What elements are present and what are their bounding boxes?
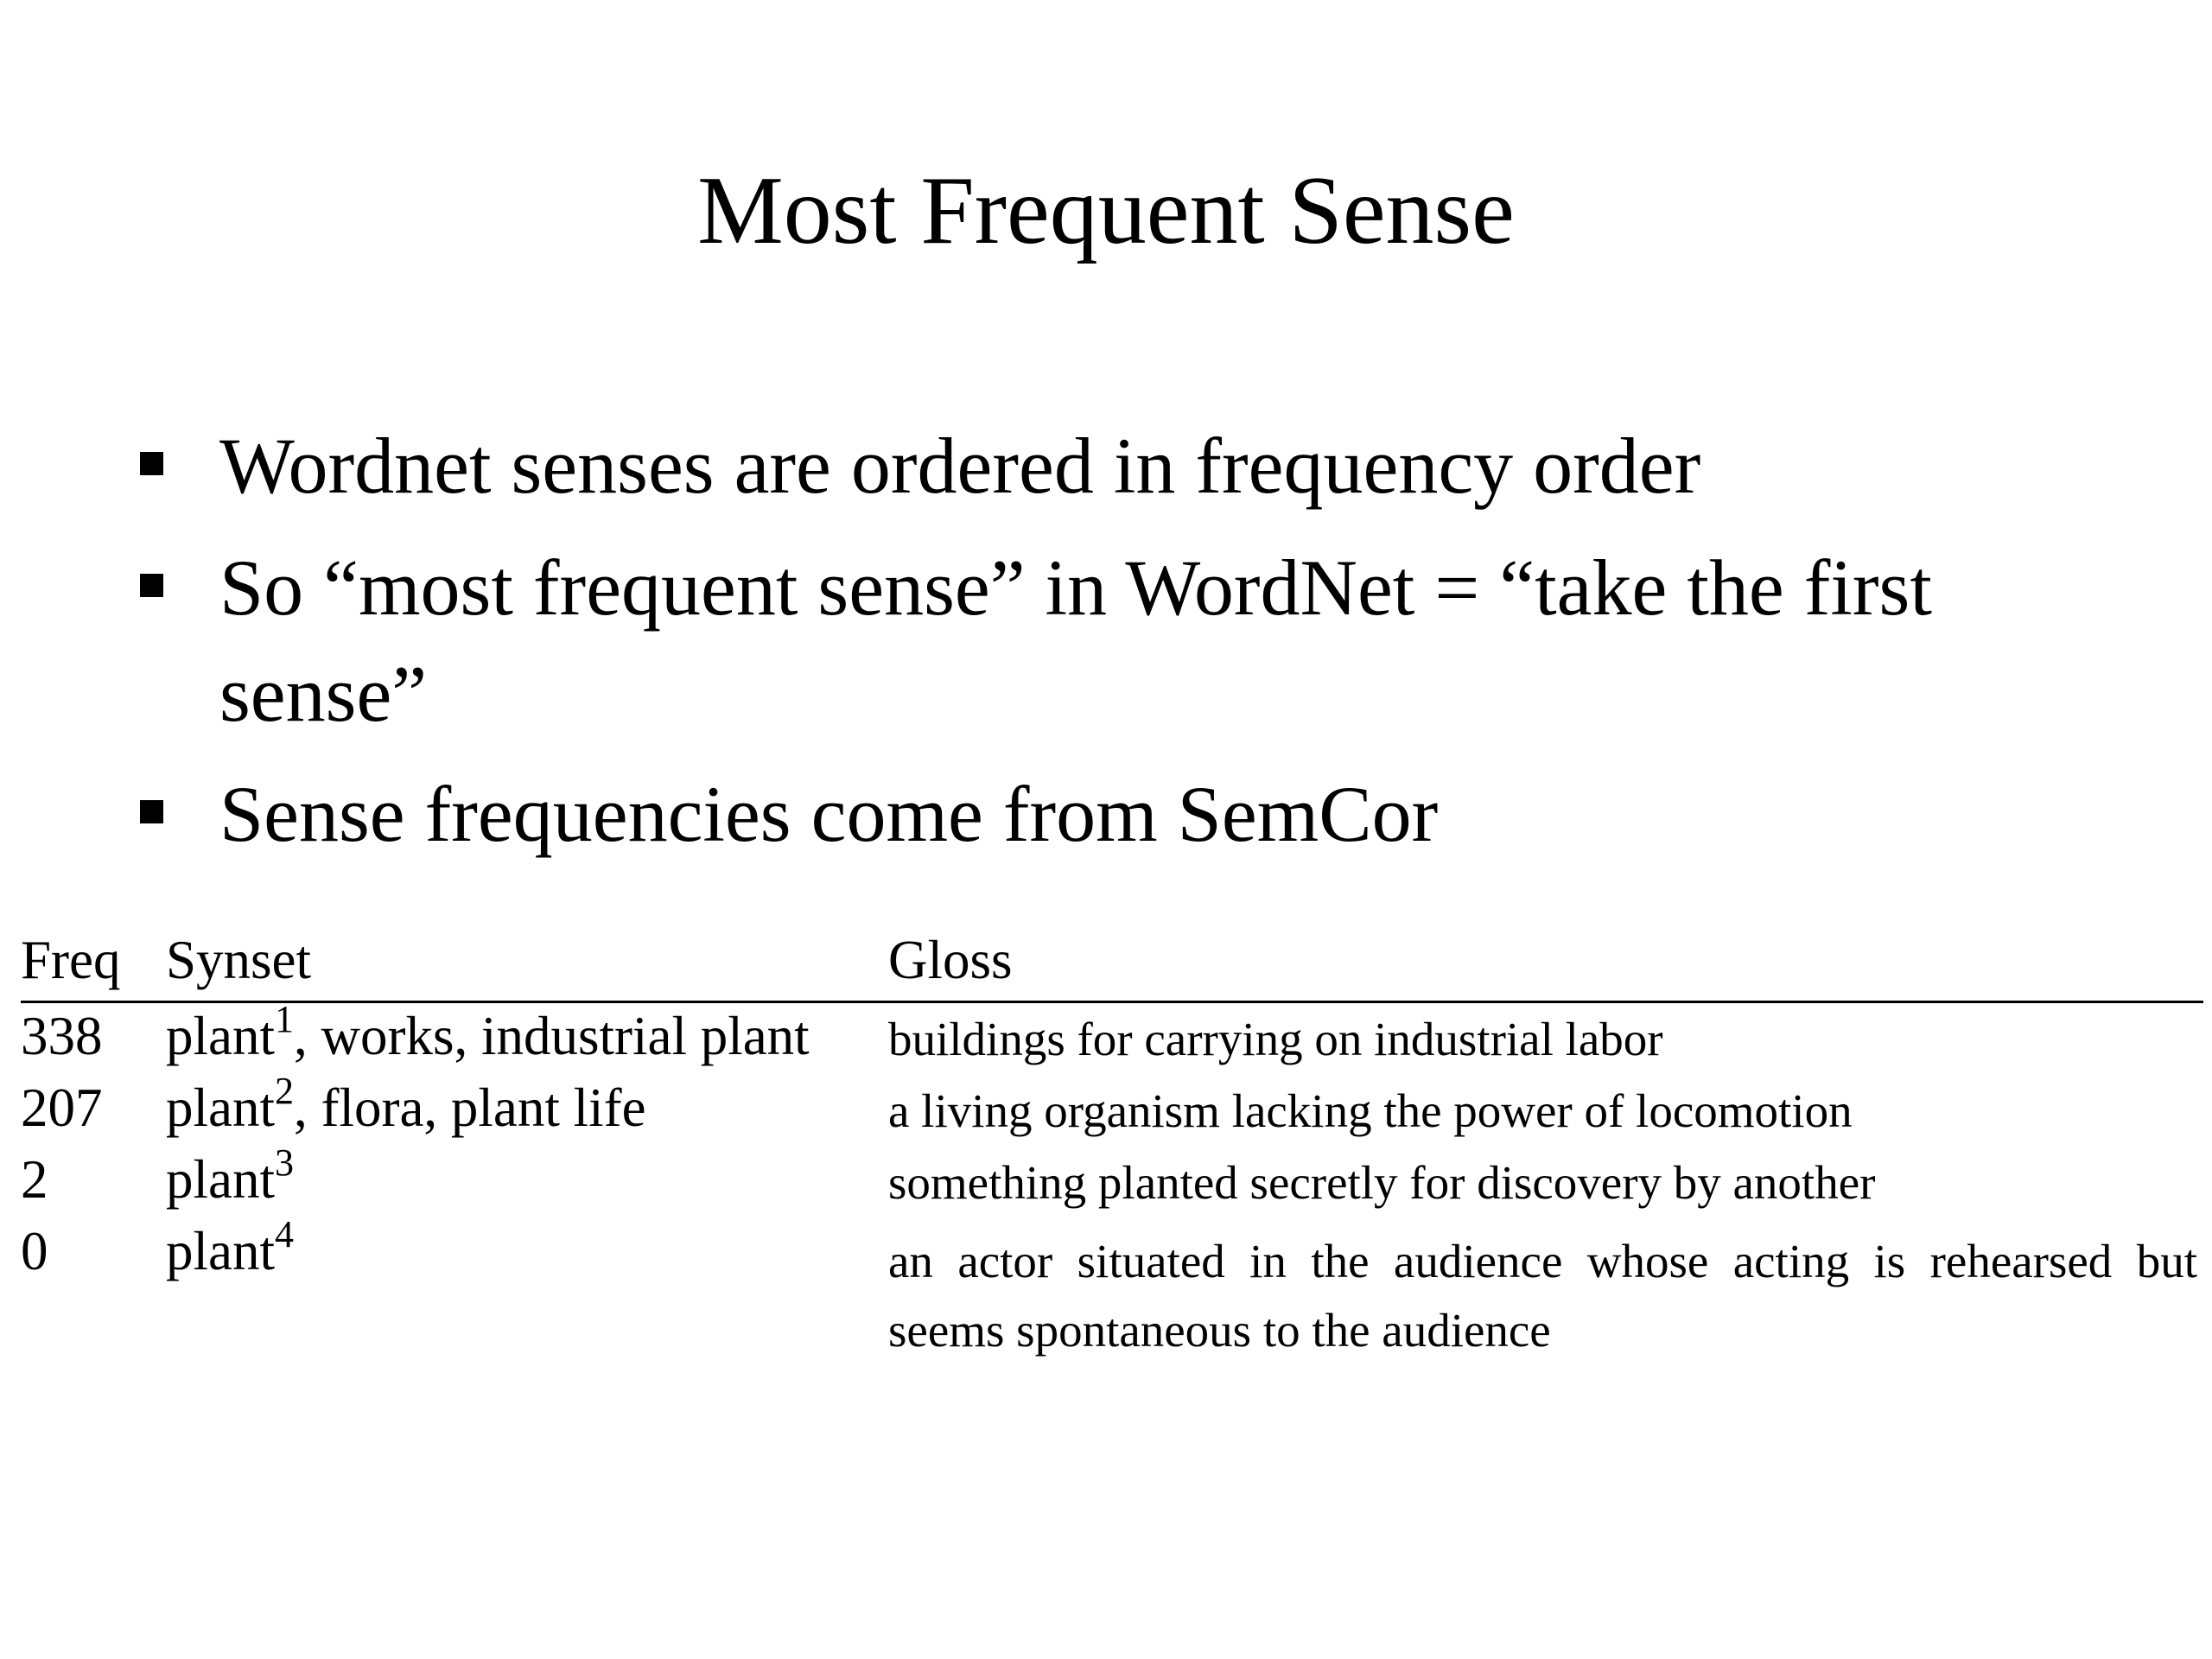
- freq-cell: 207: [21, 1077, 103, 1138]
- bullet-item: [140, 761, 2127, 868]
- freq-cell: 338: [21, 1006, 103, 1066]
- table-row: [21, 1213, 2203, 1367]
- square-bullet-icon: [140, 574, 163, 597]
- synset-word: plant: [166, 1221, 275, 1281]
- freq-cell: 0: [21, 1221, 48, 1281]
- sense-number: 3: [274, 1141, 294, 1184]
- gloss-cell: a living organism lacking the power of locomotion: [888, 1084, 1853, 1137]
- sense-number: 4: [274, 1213, 294, 1255]
- square-bullet-icon: [140, 800, 163, 823]
- bullet-item: [140, 535, 2127, 747]
- synset-cell: [166, 1141, 294, 1211]
- synset-cell: [166, 1213, 294, 1283]
- synset-word: plant: [166, 1077, 275, 1138]
- table-header-row: [21, 929, 2203, 1005]
- slide-title: Most Frequent Sense: [697, 157, 1515, 264]
- header-divider: [21, 1001, 2203, 1003]
- gloss-cell: something planted secretly for discovery by another: [888, 1156, 1876, 1209]
- synset-cell: [166, 998, 810, 1068]
- column-header-synset: Synset: [166, 930, 312, 990]
- column-header-gloss: Gloss: [888, 930, 1013, 990]
- gloss-cell: buildings for carrying on industrial labor: [888, 1013, 1663, 1065]
- bullet-text: Wordnet senses are ordered in frequency order: [219, 422, 1701, 510]
- table-row: [21, 1070, 2203, 1148]
- table-row: [21, 1141, 2203, 1220]
- bullet-text: So “most frequent sense” in WordNet = “take the first sense”: [219, 543, 1932, 738]
- freq-cell: 2: [21, 1149, 48, 1210]
- gloss-cell: an actor situated in the audience whose acting is rehearsed but seems spontaneous to the audience: [888, 1235, 2197, 1357]
- synset-word: plant: [166, 1149, 275, 1210]
- synset-synonyms: , works, industrial plant: [293, 1006, 810, 1066]
- bullet-item: [140, 413, 2127, 519]
- bullet-list: [140, 413, 2127, 868]
- sense-number: 1: [274, 998, 294, 1040]
- square-bullet-icon: [140, 452, 163, 475]
- synset-cell: [166, 1070, 646, 1140]
- sense-frequency-table: [21, 929, 2203, 1367]
- bullet-text: Sense frequencies come from SemCor: [219, 770, 1439, 858]
- column-header-freq: Freq: [21, 930, 121, 990]
- synset-word: plant: [166, 1006, 275, 1066]
- synset-synonyms: , flora, plant life: [293, 1077, 646, 1138]
- sense-number: 2: [274, 1070, 294, 1112]
- table-row: [21, 998, 2203, 1077]
